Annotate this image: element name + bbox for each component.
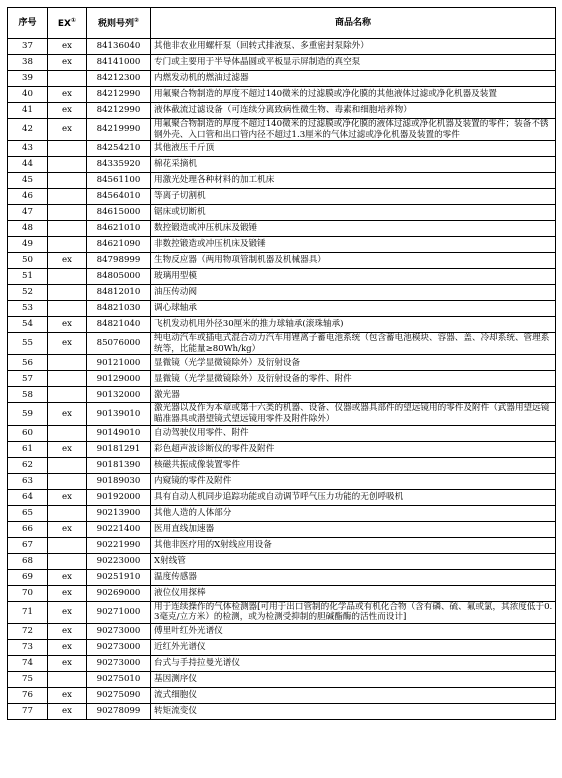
header-ex xyxy=(48,8,87,39)
cell-seq: 46 xyxy=(8,189,48,205)
table-row xyxy=(8,553,556,569)
cell-name: 具有自动人机同步追踪功能或自动调节呼气压力功能的无创呼吸机 xyxy=(151,489,556,505)
cell-code: 84254210 xyxy=(87,141,151,157)
cell-name: 用氟聚合物制造的厚度不超过140微米的过滤膜或净化膜的其他液体过滤或净化机器及装置 xyxy=(151,87,556,103)
cell-code: 90273000 xyxy=(87,655,151,671)
cell-code: 90251910 xyxy=(87,569,151,585)
cell-seq: 49 xyxy=(8,237,48,253)
table-row xyxy=(8,333,556,355)
cell-code: 90271000 xyxy=(87,601,151,623)
cell-ex xyxy=(48,505,87,521)
cell-code: 84212300 xyxy=(87,71,151,87)
cell-code: 90221990 xyxy=(87,537,151,553)
cell-ex xyxy=(48,537,87,553)
table-header-row xyxy=(8,8,556,39)
cell-name: 基因测序仪 xyxy=(151,671,556,687)
cell-name: 液位仪用探棒 xyxy=(151,585,556,601)
cell-seq: 72 xyxy=(8,623,48,639)
cell-code: 84564010 xyxy=(87,189,151,205)
cell-seq: 77 xyxy=(8,703,48,719)
cell-name: 液体截流过滤设备（可连续分离致病性微生物、毒素和细胞培养物） xyxy=(151,103,556,119)
cell-ex: ex xyxy=(48,39,87,55)
cell-seq: 69 xyxy=(8,569,48,585)
header-ex-label: EX xyxy=(57,19,71,30)
cell-ex: ex xyxy=(48,601,87,623)
cell-code: 90221400 xyxy=(87,521,151,537)
cell-ex xyxy=(48,371,87,387)
table-row xyxy=(8,505,556,521)
table-row xyxy=(8,441,556,457)
cell-seq: 50 xyxy=(8,253,48,269)
cell-name: 内燃发动机的燃油过滤器 xyxy=(151,71,556,87)
cell-code: 84812010 xyxy=(87,285,151,301)
table-row xyxy=(8,141,556,157)
table-row xyxy=(8,221,556,237)
cell-name: 核磁共振成像装置零件 xyxy=(151,457,556,473)
cell-name: X射线管 xyxy=(151,553,556,569)
table-row xyxy=(8,205,556,221)
cell-seq: 58 xyxy=(8,387,48,403)
table-row xyxy=(8,601,556,623)
table-row xyxy=(8,623,556,639)
table-row xyxy=(8,253,556,269)
cell-seq: 47 xyxy=(8,205,48,221)
cell-ex: ex xyxy=(48,703,87,719)
cell-name: 傅里叶红外光谱仪 xyxy=(151,623,556,639)
cell-ex xyxy=(48,237,87,253)
cell-seq: 64 xyxy=(8,489,48,505)
cell-code: 90132000 xyxy=(87,387,151,403)
table-row xyxy=(8,189,556,205)
cell-seq: 56 xyxy=(8,355,48,371)
table-row xyxy=(8,237,556,253)
cell-seq: 73 xyxy=(8,639,48,655)
cell-ex xyxy=(48,425,87,441)
cell-code: 90189030 xyxy=(87,473,151,489)
cell-name: 用氟聚合物制造的厚度不超过140微米的过滤膜或净化膜的液体过滤或净化机器及装置的零件；装备不锈钢外壳、入口管和出口管内径不超过1.3厘米的气体过滤或净化机器及装置的零件 xyxy=(151,119,556,141)
cell-seq: 45 xyxy=(8,173,48,189)
cell-code: 90223000 xyxy=(87,553,151,569)
cell-seq: 63 xyxy=(8,473,48,489)
cell-seq: 52 xyxy=(8,285,48,301)
cell-seq: 48 xyxy=(8,221,48,237)
cell-seq: 53 xyxy=(8,301,48,317)
cell-code: 84212990 xyxy=(87,103,151,119)
cell-code: 84621010 xyxy=(87,221,151,237)
cell-name: 显微镜（光学显微镜除外）及衍射设备的零件、附件 xyxy=(151,371,556,387)
cell-code: 90273000 xyxy=(87,639,151,655)
cell-name: 非数控锻造或冲压机床及锻锤 xyxy=(151,237,556,253)
cell-seq: 71 xyxy=(8,601,48,623)
cell-ex: ex xyxy=(48,655,87,671)
table-row xyxy=(8,403,556,425)
table-row xyxy=(8,457,556,473)
cell-seq: 43 xyxy=(8,141,48,157)
cell-ex: ex xyxy=(48,333,87,355)
table-row xyxy=(8,371,556,387)
cell-ex xyxy=(48,387,87,403)
cell-code: 90121000 xyxy=(87,355,151,371)
table-row xyxy=(8,87,556,103)
table-row xyxy=(8,119,556,141)
cell-name: 激光器以及作为本章或第十六类的机器、设备、仪器或器具部件的望远镜用的零件及附件（武器用望远镜瞄准器具或潜望镜式望远镜用零件及附件除外） xyxy=(151,403,556,425)
table-row xyxy=(8,39,556,55)
cell-seq: 61 xyxy=(8,441,48,457)
tariff-table xyxy=(7,7,556,720)
cell-name: 数控锻造或冲压机床及锻锤 xyxy=(151,221,556,237)
table-row xyxy=(8,55,556,71)
cell-seq: 39 xyxy=(8,71,48,87)
cell-code: 90139010 xyxy=(87,403,151,425)
header-ex-footnote-mark: ① xyxy=(71,17,77,25)
cell-ex: ex xyxy=(48,55,87,71)
table-row xyxy=(8,639,556,655)
cell-ex xyxy=(48,269,87,285)
cell-seq: 42 xyxy=(8,119,48,141)
cell-code: 84212990 xyxy=(87,87,151,103)
cell-seq: 76 xyxy=(8,687,48,703)
table-row xyxy=(8,269,556,285)
cell-ex xyxy=(48,301,87,317)
cell-name: 纯电动汽车或插电式混合动力汽车用锂离子蓄电池系统（包含蓄电池模块、容器、盖、冷却系统、管理系统等，比能量≥80Wh/kg） xyxy=(151,333,556,355)
cell-name: 其他人造的人体部分 xyxy=(151,505,556,521)
cell-ex: ex xyxy=(48,87,87,103)
cell-ex: ex xyxy=(48,623,87,639)
cell-code: 85076000 xyxy=(87,333,151,355)
cell-seq: 59 xyxy=(8,403,48,425)
cell-seq: 67 xyxy=(8,537,48,553)
cell-ex: ex xyxy=(48,119,87,141)
cell-name: 用于连续操作的气体检测器[可用于出口管制的化学品或有机化合物（含有磷、硫、氟或氯，其浓度低于0.3毫克/立方米）的检测，或为检测受抑制的胆碱酯酶的活性而设计] xyxy=(151,601,556,623)
cell-ex: ex xyxy=(48,569,87,585)
cell-ex: ex xyxy=(48,639,87,655)
cell-name: 其他液压千斤顶 xyxy=(151,141,556,157)
cell-name: 温度传感器 xyxy=(151,569,556,585)
table-row xyxy=(8,285,556,301)
table-row xyxy=(8,103,556,119)
cell-code: 90269000 xyxy=(87,585,151,601)
cell-name: 油压传动阀 xyxy=(151,285,556,301)
cell-code: 84615000 xyxy=(87,205,151,221)
cell-code: 84805000 xyxy=(87,269,151,285)
cell-ex: ex xyxy=(48,585,87,601)
table-row xyxy=(8,537,556,553)
cell-seq: 60 xyxy=(8,425,48,441)
cell-code: 90129000 xyxy=(87,371,151,387)
cell-name: 转矩流变仪 xyxy=(151,703,556,719)
cell-ex xyxy=(48,473,87,489)
header-name: 商品名称 xyxy=(151,8,556,39)
table-row xyxy=(8,425,556,441)
cell-seq: 66 xyxy=(8,521,48,537)
cell-name: 激光器 xyxy=(151,387,556,403)
cell-seq: 41 xyxy=(8,103,48,119)
cell-name: 飞机发动机用外径30厘米的推力球轴承(滚珠轴承) xyxy=(151,317,556,333)
table-row xyxy=(8,173,556,189)
cell-seq: 70 xyxy=(8,585,48,601)
cell-seq: 65 xyxy=(8,505,48,521)
cell-code: 84136040 xyxy=(87,39,151,55)
cell-name: 专门或主要用于半导体晶圆或平板显示屏制造的真空泵 xyxy=(151,55,556,71)
table-row xyxy=(8,301,556,317)
cell-ex xyxy=(48,355,87,371)
cell-ex: ex xyxy=(48,441,87,457)
cell-ex: ex xyxy=(48,687,87,703)
cell-ex: ex xyxy=(48,253,87,269)
cell-ex xyxy=(48,205,87,221)
table-row xyxy=(8,387,556,403)
header-code xyxy=(87,8,151,39)
cell-name: 流式细胞仪 xyxy=(151,687,556,703)
cell-ex xyxy=(48,157,87,173)
cell-seq: 55 xyxy=(8,333,48,355)
cell-code: 90192000 xyxy=(87,489,151,505)
header-seq: 序号 xyxy=(8,8,48,39)
cell-name: 锯床或切断机 xyxy=(151,205,556,221)
cell-name: 显微镜（光学显微镜除外）及衍射设备 xyxy=(151,355,556,371)
cell-ex: ex xyxy=(48,521,87,537)
cell-code: 84821030 xyxy=(87,301,151,317)
cell-code: 90213900 xyxy=(87,505,151,521)
cell-name: 玻璃用型模 xyxy=(151,269,556,285)
cell-ex xyxy=(48,285,87,301)
cell-seq: 74 xyxy=(8,655,48,671)
cell-code: 84621090 xyxy=(87,237,151,253)
cell-code: 90273000 xyxy=(87,623,151,639)
cell-code: 84561100 xyxy=(87,173,151,189)
header-code-label: 税则号列 xyxy=(97,19,134,30)
table-row xyxy=(8,671,556,687)
cell-seq: 62 xyxy=(8,457,48,473)
table-row xyxy=(8,317,556,333)
cell-name: 用激光处理各种材料的加工机床 xyxy=(151,173,556,189)
cell-seq: 57 xyxy=(8,371,48,387)
cell-code: 90149010 xyxy=(87,425,151,441)
cell-code: 90278099 xyxy=(87,703,151,719)
cell-code: 84335920 xyxy=(87,157,151,173)
table-row xyxy=(8,655,556,671)
cell-name: 近红外光谱仪 xyxy=(151,639,556,655)
cell-name: 彩色超声波诊断仪的零件及附件 xyxy=(151,441,556,457)
cell-ex xyxy=(48,173,87,189)
table-row xyxy=(8,157,556,173)
cell-ex: ex xyxy=(48,489,87,505)
table-row xyxy=(8,71,556,87)
cell-ex xyxy=(48,71,87,87)
header-code-footnote-mark: ② xyxy=(133,17,140,25)
table-row xyxy=(8,473,556,489)
cell-name: 其他非农业用螺杆泵（回转式排液泵、多重密封泵除外） xyxy=(151,39,556,55)
cell-ex: ex xyxy=(48,103,87,119)
cell-seq: 44 xyxy=(8,157,48,173)
cell-code: 84219990 xyxy=(87,119,151,141)
cell-ex xyxy=(48,141,87,157)
cell-ex: ex xyxy=(48,317,87,333)
tariff-table-page xyxy=(7,7,556,720)
cell-name: 其他非医疗用的X射线应用设备 xyxy=(151,537,556,553)
cell-code: 84141000 xyxy=(87,55,151,71)
cell-name: 自动驾驶仪用零件、附件 xyxy=(151,425,556,441)
cell-name: 台式与手持拉曼光谱仪 xyxy=(151,655,556,671)
table-row xyxy=(8,703,556,719)
cell-seq: 51 xyxy=(8,269,48,285)
cell-seq: 38 xyxy=(8,55,48,71)
cell-code: 84798999 xyxy=(87,253,151,269)
cell-name: 医用直线加速器 xyxy=(151,521,556,537)
cell-seq: 40 xyxy=(8,87,48,103)
cell-name: 棉花采摘机 xyxy=(151,157,556,173)
cell-name: 调心球轴承 xyxy=(151,301,556,317)
cell-code: 84821040 xyxy=(87,317,151,333)
cell-name: 内窥镜的零件及附件 xyxy=(151,473,556,489)
cell-ex xyxy=(48,189,87,205)
table-row xyxy=(8,489,556,505)
cell-seq: 75 xyxy=(8,671,48,687)
table-row xyxy=(8,687,556,703)
cell-name: 等离子切割机 xyxy=(151,189,556,205)
cell-code: 90275090 xyxy=(87,687,151,703)
table-row xyxy=(8,355,556,371)
table-row xyxy=(8,585,556,601)
cell-ex xyxy=(48,671,87,687)
cell-name: 生物反应器（两用物项管制机器及机械器具） xyxy=(151,253,556,269)
cell-ex: ex xyxy=(48,403,87,425)
cell-seq: 37 xyxy=(8,39,48,55)
cell-code: 90275010 xyxy=(87,671,151,687)
table-row xyxy=(8,521,556,537)
cell-ex xyxy=(48,553,87,569)
cell-code: 90181291 xyxy=(87,441,151,457)
cell-ex xyxy=(48,457,87,473)
cell-code: 90181390 xyxy=(87,457,151,473)
table-row xyxy=(8,569,556,585)
cell-seq: 68 xyxy=(8,553,48,569)
cell-ex xyxy=(48,221,87,237)
cell-seq: 54 xyxy=(8,317,48,333)
